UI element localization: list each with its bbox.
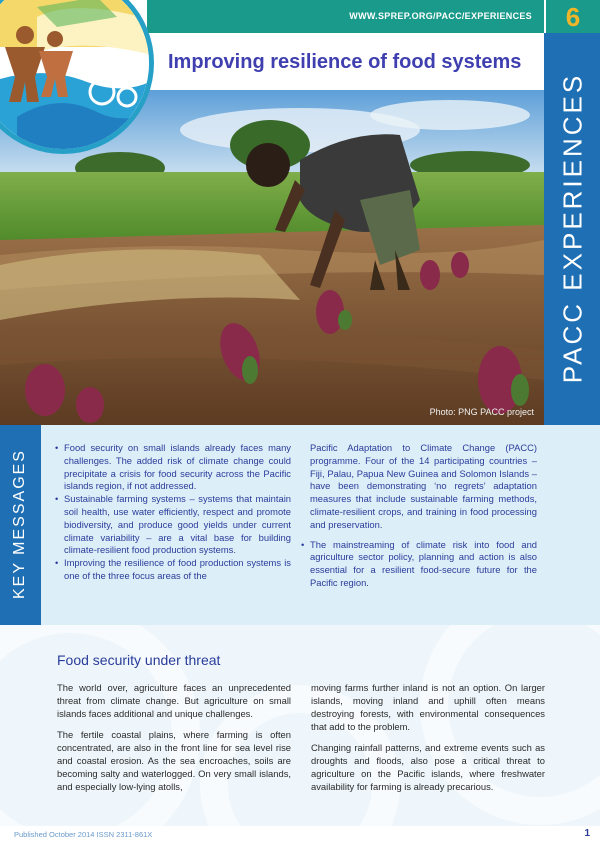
key-message-continuation: Pacific Adaptation to Climate Change (PACC) programme. Four of the 14 participating countries – Fiji, Palau, Papua New Guinea and Solomon Islands – have been demonstrating ‘no regrets’ adaptation measures that include sustainable farming methods, climate-resilient crops, and training in food processing and preservation. (310, 442, 537, 530)
photo-credit: Photo: PNG PACC project (429, 407, 534, 417)
key-messages-label: KEY MESSAGES (11, 449, 28, 599)
side-tab-label: PACC EXPERIENCES (557, 72, 588, 384)
key-message-item: • Improving the resilience of food production systems is one of the three focus areas of the (55, 557, 291, 583)
header-bar (147, 0, 544, 33)
publication-info: Published October 2014 ISSN 2311-861X (14, 830, 153, 839)
key-messages-right-column (301, 442, 537, 590)
key-message-item: • Food security on small islands already faces many challenges. The added risk of climate change could precipitate a crisis for food security across the Pacific islands region, if not addressed. (55, 442, 291, 493)
body-paragraph: The fertile coastal plains, where farming is often concentrated, are also in the front line for sea level rise and coastal erosion. As the sea encroaches, soils are becoming salty and waterlogged. On very small islands, and especially low-lying atolls, (57, 729, 291, 792)
body-paragraph: moving farms further inland is not an option. On larger islands, moving inland and uphill often means destroying forests, with environmental consequences that add to the problem. (311, 682, 545, 732)
body-paragraph: Changing rainfall patterns, and extreme events such as droughts and floods, also pose a critical threat to agriculture on the Pacific islands, where freshwater availability for farming is already precarious. (311, 742, 545, 792)
key-message-item: • Sustainable farming systems – systems that maintain soil health, use water efficiently, respect and promote biodiversity, and produce good yields under current climate variability – are a vital base for building climate-resilient food production systems. (55, 493, 291, 557)
key-messages-left-column (55, 442, 291, 583)
body-right-column (311, 681, 545, 801)
key-message-item: • The mainstreaming of climate risk into food and agriculture sector policy, planning and action is also essential for a resilient food-secure future for the Pacific region. (301, 539, 537, 590)
website-url[interactable]: WWW.SPREP.ORG/PACC/EXPERIENCES (349, 11, 532, 21)
page-title: Improving resilience of food systems (168, 51, 522, 73)
issue-number: 6 (544, 0, 600, 33)
section-title: Food security under threat (57, 652, 221, 668)
body-paragraph: The world over, agriculture faces an unprecedented threat from climate change. But agriculture on small islands faces additional and unique challenges. (57, 682, 291, 719)
body-left-column (57, 681, 291, 801)
page-number: 1 (584, 828, 590, 839)
